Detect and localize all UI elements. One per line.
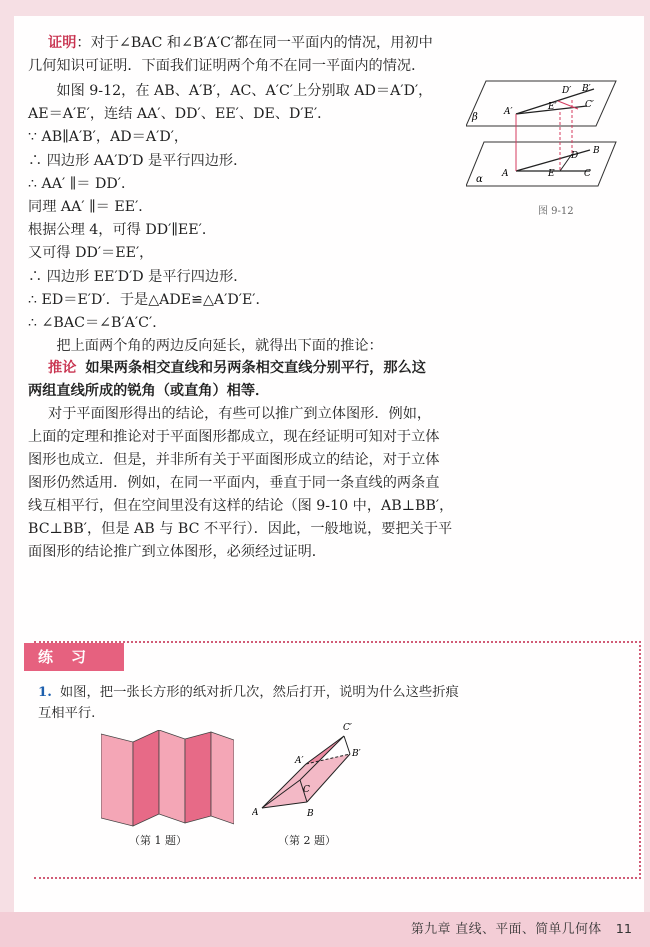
footer-bar — [0, 912, 650, 947]
figure-9-12 — [466, 76, 618, 196]
fig-label-b: B — [593, 146, 600, 156]
panel-4 — [185, 732, 211, 823]
fig-label-e: E — [548, 169, 555, 179]
corollary-label: 推论 — [48, 360, 77, 376]
proof-line: 同理 AA′ ∥＝ EE′． — [28, 199, 153, 216]
exercise-line2: 互相平行. — [38, 706, 96, 721]
corollary-line2: 两组直线所成的锐角（或直角）相等． — [28, 383, 270, 399]
fig-label-d-prime: D′ — [562, 86, 572, 96]
paragraph — [28, 403, 618, 564]
paragraph-line: 线互相平行，但在空间里没有这样的结论（图 9-10 中，AB⊥BB′， — [28, 498, 454, 514]
fig-label-c: C — [584, 169, 591, 179]
proof-line: ∴ ED＝E′D′．于是△ADE≌△A′D′E′． — [28, 291, 270, 308]
panel-2 — [133, 730, 159, 826]
fig-label-beta: β — [472, 112, 478, 123]
prism-label-b: B — [307, 809, 314, 819]
panel-3 — [159, 730, 185, 823]
corollary-line1 — [28, 357, 618, 380]
proof-line: 根据公理 4，可得 DD′∥EE′． — [28, 222, 217, 239]
proof-line: 把上面两个角的两边反向延长，就得出下面的推论： — [56, 338, 383, 355]
proof-line: ∴ AA′ ∥＝ DD′． — [28, 175, 136, 192]
figure-caption-1: （第 1 题） — [129, 834, 187, 847]
exercise-line1 — [38, 682, 618, 703]
paragraph-line: 上面的定理和推论对于平面图形都成立，现在经证明可知对于立体 — [28, 429, 440, 445]
proof-header-text1: ：对于∠BAC 和∠B′A′C′都在同一平面内的情况，用初中 — [76, 35, 433, 51]
proof-line: ∴ ∠BAC＝∠B′A′C′． — [28, 315, 167, 332]
fig-label-a-prime: A′ — [504, 107, 513, 117]
paragraph-line: 图形也成立．但是，并非所有关于平面图形成立的结论，对于立体 — [28, 452, 440, 468]
footer-text — [411, 912, 632, 947]
proof-body — [28, 80, 480, 358]
exercise-text1: 如图，把一张长方形的纸对折几次，然后打开，说明为什么这些折痕 — [59, 685, 459, 700]
panel-1 — [101, 734, 133, 826]
proof-line: 如图 9-12，在 AB、A′B′，AC、A′C′上分别取 AD＝A′D′， — [56, 83, 433, 99]
prism-label-c-prime: C′ — [343, 723, 352, 733]
figure-9-12-caption: 图 9-12 — [538, 206, 574, 217]
paragraph-line: 面图形的结论推广到立体图形，必须经过证明． — [28, 544, 326, 560]
proof-line: AE＝A′E′，连结 AA′、DD′、EE′、DE、D′E′． — [28, 106, 332, 123]
paragraph-line: 图形仍然适用．例如，在同一平面内，垂直于同一条直线的两条直 — [28, 475, 440, 491]
figure-caption-2: （第 2 题） — [278, 834, 336, 847]
proof-header — [28, 32, 506, 78]
paragraph-line: 对于平面图形得出的结论，有些可以推广到立体图形．例如， — [48, 406, 432, 422]
exercise-title: 练习 — [24, 643, 124, 671]
prism-label-b-prime: B′ — [352, 749, 361, 759]
fig-label-b-prime: B′ — [582, 84, 591, 94]
fig-label-e-prime: E′ — [548, 102, 557, 112]
fig-label-a: A — [502, 169, 509, 179]
proof-line: ∵ AB∥A′B′，AD＝A′D′， — [28, 129, 189, 146]
fig-label-alpha: α — [476, 174, 483, 185]
page-number: 11 — [615, 922, 632, 937]
proof-line: 又可得 DD′＝EE′， — [28, 245, 154, 262]
prism-label-a-prime: A′ — [295, 756, 304, 766]
lower-ab-line — [516, 150, 590, 171]
proof-label: 证明 — [48, 35, 77, 51]
corollary-text1: 如果两条相交直线和另两条相交直线分别平行，那么这 — [85, 360, 426, 376]
fig-label-c-prime: C′ — [585, 100, 594, 110]
proof-header-line2 — [28, 55, 506, 78]
panel-5 — [211, 732, 234, 824]
corollary — [28, 357, 618, 403]
proof-line: ∴ 四边形 AA′D′D 是平行四边形． — [28, 152, 248, 169]
proof-line: ∴ 四边形 EE′D′D 是平行四边形． — [28, 268, 248, 285]
prism-figure — [252, 718, 374, 819]
prism-label-a: A — [252, 808, 259, 818]
chapter-title: 第九章 直线、平面、简单几何体 — [410, 922, 602, 937]
paragraph-line: BC⊥BB′，但是 AB 与 BC 不平行）．因此，一般地说，要把关于平 — [28, 521, 453, 537]
folded-paper-figure — [101, 730, 234, 831]
exercise-number: 1. — [38, 685, 52, 700]
proof-header-text2: 几何知识可证明．下面我们证明两个角不在同一平面内的情况． — [28, 58, 426, 75]
proof-header-line1 — [48, 32, 506, 55]
fig-label-d: D — [571, 151, 579, 161]
prism-label-c: C — [303, 785, 310, 795]
prism-edge-c-b-prime — [344, 736, 350, 754]
